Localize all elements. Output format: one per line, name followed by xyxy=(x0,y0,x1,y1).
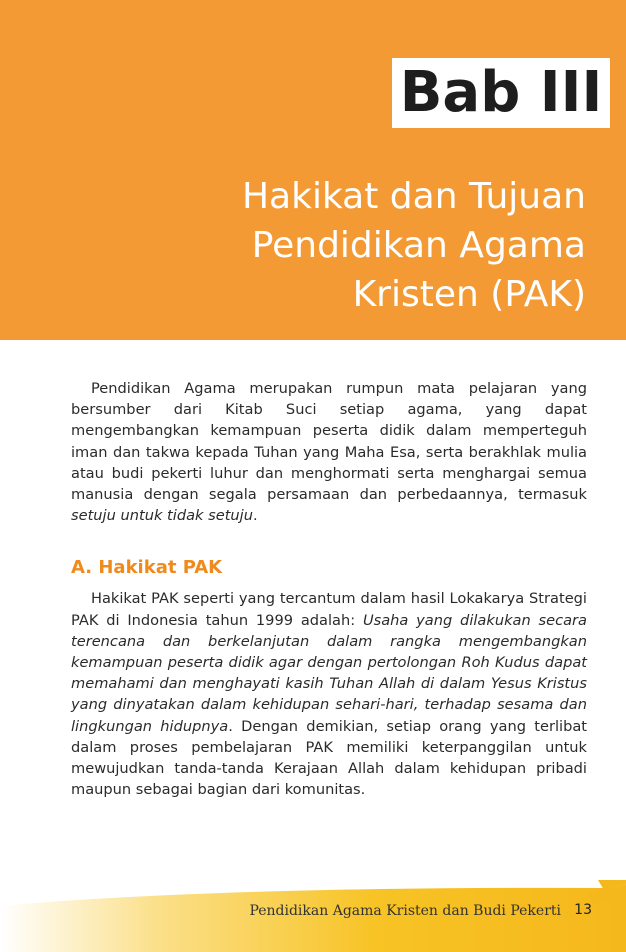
page-number: 13 xyxy=(574,902,592,918)
chapter-header-band xyxy=(0,0,626,340)
chapter-title-line-1: Hakikat dan Tujuan xyxy=(241,176,586,217)
intro-paragraph xyxy=(71,378,587,526)
footer-book-title: Pendidikan Agama Kristen dan Budi Pekerti xyxy=(249,903,561,919)
section-heading-hakikat: A. Hakikat PAK xyxy=(71,557,223,579)
chapter-title-line-2: Pendidikan Agama xyxy=(251,225,586,266)
chapter-title-line-3: Kristen (PAK) xyxy=(352,274,586,315)
hakikat-text-start: Hakikat PAK seperti yang tercantum dalam hasil Lokakarya Strategi PAK di Indonesia tahun 1999 adalah: xyxy=(71,590,587,629)
intro-text: Pendidikan Agama merupakan rumpun mata pelajaran yang bersumber dari Kitab Suci setiap agama, yang dapat mengembangkan kemampuan peserta didik dalam memperteguh iman dan takwa kepada Tuhan yang Maha Esa, serta berakhlak mulia atau budi pekerti luhur dan menghormati serta menghargai semua manusia dengan segala persamaan dan perbedaannya, termasuk xyxy=(71,380,587,504)
intro-italic-phrase: setuju untuk tidak setuju xyxy=(71,507,253,525)
hakikat-definition-italic: Usaha yang dilakukan secara terencana dan berkelanjutan dalam rangka mengembangkan kemampuan peserta didik agar dengan pertolongan Roh Kudus dapat memahami dan menghayati kasih Tuhan Allah di dalam Yesus Kristus yang dinyatakan dalam kehidupan sehari-hari, terhadap sesama dan lingkungan hidupnya xyxy=(71,611,587,735)
chapter-title xyxy=(66,172,586,319)
page-content xyxy=(71,378,587,800)
chapter-label-box xyxy=(392,58,610,128)
hakikat-paragraph xyxy=(71,588,587,800)
hakikat-text-end: . Dengan demikian, setiap orang yang terlibat dalam proses pembelajaran PAK memiliki keterpanggilan untuk mewujudkan tanda-tanda Kerajaan Allah dalam kehidupan pribadi maupun sebagai bagian dari komunitas. xyxy=(71,717,588,799)
intro-text-end: . xyxy=(253,507,258,525)
chapter-label: Bab III xyxy=(399,60,603,125)
